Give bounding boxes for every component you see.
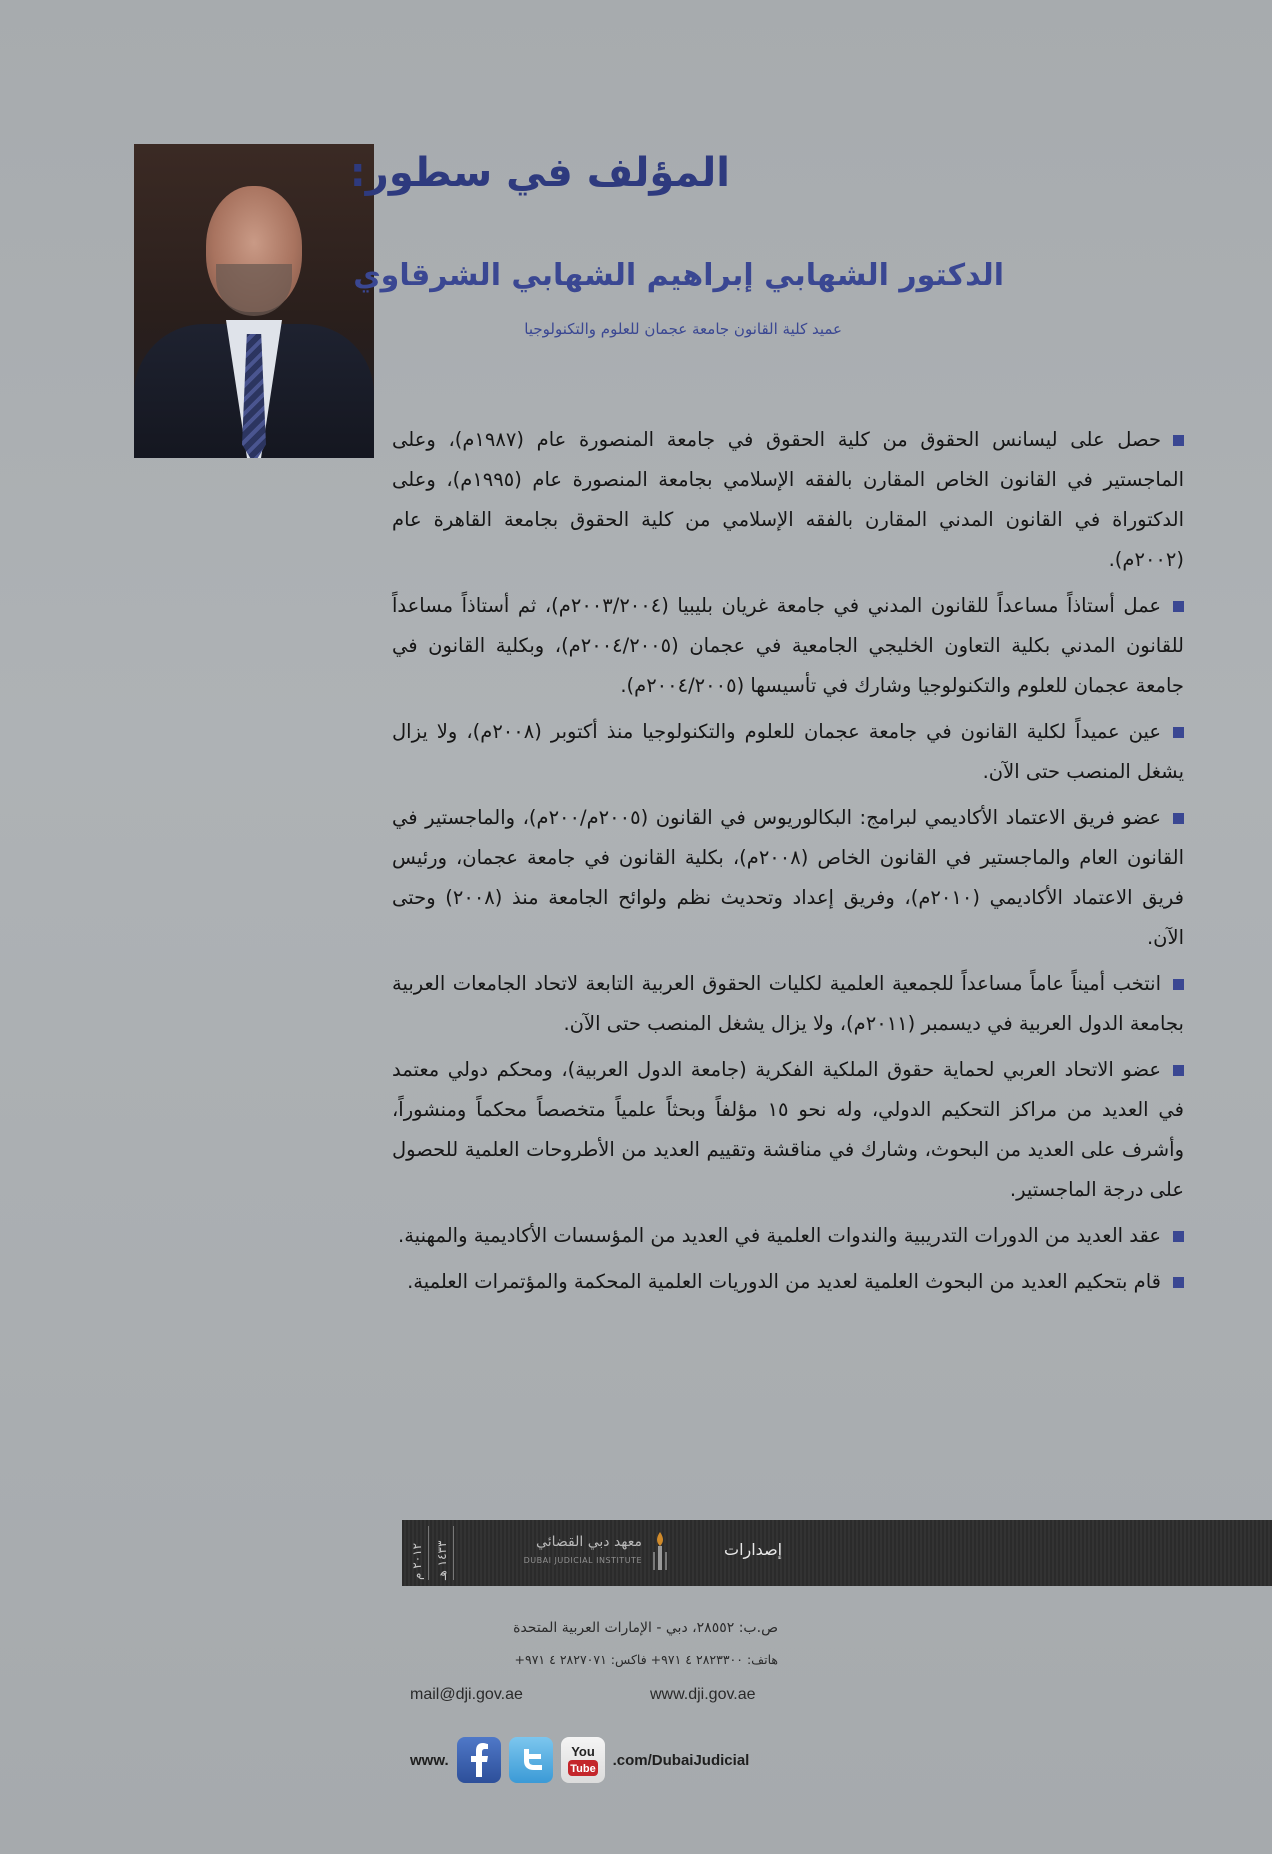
svg-text:You: You [570,1744,595,1759]
bio-item [392,1050,1184,1210]
bullet-icon [1173,1231,1184,1242]
bio-list [392,420,1184,1308]
bio-text: عضو فريق الاعتماد الأكاديمي لبرامج: البكالوريوس في القانون (٢٠٠٥م/٢٠٠م)، والماجستير في القانون العام والماجستير في القانون الخاص (٢٠٠٨م)، بكلية القانون في جامعة عجمان، ورئيس فريق الاعتماد الأكاديمي (٢٠١٠م)، وفريق إعداد وتحديث نظم ولوائح الجامعة منذ (٢٠٠٨) وحتى الآن. [392,806,1185,949]
year-gregorian: ٢٠١٢ م [410,1526,429,1580]
bio-text: قام بتحكيم العديد من البحوث العلمية لعديد من الدوريات العلمية المحكمة والمؤتمرات العلمية. [407,1270,1161,1293]
publications-label: إصدارات [724,1540,783,1559]
photo-beard [216,264,292,316]
email-link[interactable]: mail@dji.gov.ae [410,1686,523,1703]
publication-years [410,1526,454,1580]
bullet-icon [1173,1065,1184,1076]
youtube-icon[interactable] [561,1737,605,1783]
social-suffix: .com/DubaiJudicial [612,1751,750,1769]
page-title: المؤلف في سطور: [349,150,730,196]
bio-item [392,712,1184,792]
bullet-icon [1173,813,1184,824]
bullet-icon [1173,1277,1184,1288]
bio-text: انتخب أميناً عاماً مساعداً للجمعية العلمية لكليات الحقوق العربية التابعة لاتحاد الجامعات العربية بجامعة الدول العربية في ديسمبر (٢٠١١م)، ولا يزال يشغل المنصب حتى الآن. [392,972,1184,1035]
bio-item [392,964,1184,1044]
logo-arabic-text: معهد دبي القضائي [536,1534,642,1550]
bio-item [392,798,1184,958]
bio-item [392,1216,1184,1256]
bio-text: عقد العديد من الدورات التدريبية والندوات العلمية في العديد من المؤسسات الأكاديمية والمهنية. [398,1224,1161,1247]
social-links [410,1736,749,1784]
twitter-icon[interactable] [509,1737,553,1783]
author-role: عميد كلية القانون جامعة عجمان للعلوم والتكنولوجيا [524,320,842,338]
bio-item [392,586,1184,706]
bio-text: حصل على ليسانس الحقوق من كلية الحقوق في جامعة المنصورة عام (١٩٨٧م)، وعلى الماجستير في القانون الخاص المقارن بالفقه الإسلامي بجامعة المنصورة عام (١٩٩٥م)، وعلى الدكتوراة في القانون المدني المقارن بالفقه الإسلامي من كلية الحقوق بجامعة القاهرة عام (٢٠٠٢م). [392,428,1184,571]
logo-english-text: DUBAI JUDICIAL INSTITUTE [523,1556,642,1565]
dji-logo [520,1530,670,1576]
year-hijri: ١٤٣٣ هـ [435,1526,454,1580]
facebook-icon[interactable] [457,1737,501,1783]
website-link[interactable]: www.dji.gov.ae [650,1686,756,1703]
bio-text: عين عميداً لكلية القانون في جامعة عجمان للعلوم والتكنولوجيا منذ أكتوبر (٢٠٠٨م)، ولا يزال يشغل المنصب حتى الآن. [392,720,1184,783]
svg-text:Tube: Tube [569,1763,596,1775]
bio-item [392,1262,1184,1302]
bullet-icon [1173,601,1184,612]
bullet-icon [1173,979,1184,990]
publisher-strip [402,1520,1272,1586]
bio-text: عمل أستاذاً مساعداً للقانون المدني في جامعة غريان بليبيا (٢٠٠٣/٢٠٠٤م)، ثم أستاذاً مساعداً للقانون المدني بكلية التعاون الخليجي الجامعية في عجمان (٢٠٠٤/٢٠٠٥م)، وبكلية القانون في جامعة عجمان للعلوم والتكنولوجيا وشارك في تأسيسها (٢٠٠٤/٢٠٠٥م). [392,594,1184,697]
bio-text: عضو الاتحاد العربي لحماية حقوق الملكية الفكرية (جامعة الدول العربية)، ومحكم دولي معتمد في العديد من مراكز التحكيم الدولي، وله نحو ١٥ مؤلفاً وبحثاً علمياً متخصصاً محكماً ومنشوراً، وأشرف على العديد من البحوث، وشارك في مناقشة وتقييم العديد من الأطروحات العلمية للحصول على درجة الماجستير. [392,1058,1184,1201]
social-prefix: www. [410,1751,449,1769]
author-photo [134,144,374,458]
phone-fax-text: هاتف: ٢٨٢٣٣٠٠ ٤ ٩٧١+ فاكس: ٢٨٢٧٠٧١ ٤ ٩٧١+ [514,1652,778,1667]
torch-icon [650,1530,670,1574]
author-name: الدكتور الشهابي إبراهيم الشهابي الشرقاوي [353,258,1004,293]
bullet-icon [1173,435,1184,446]
bio-item [392,420,1184,580]
bullet-icon [1173,727,1184,738]
address-text: ص.ب: ٢٨٥٥٢، دبي - الإمارات العربية المتحدة [513,1620,778,1636]
